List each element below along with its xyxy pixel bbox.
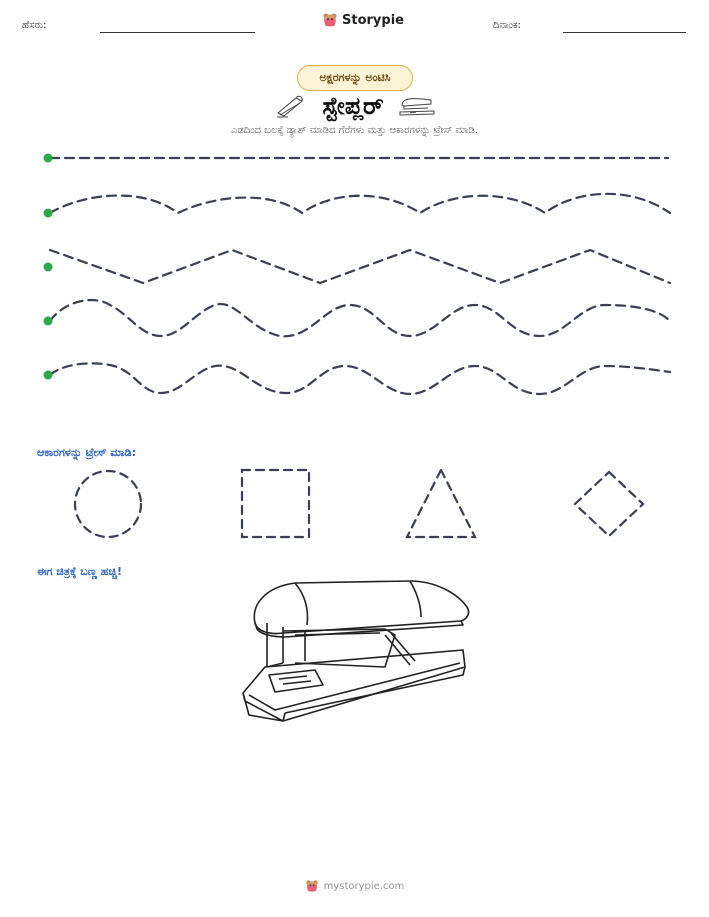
title-row [250,92,460,120]
trace-line-zigzag[interactable] [50,250,670,283]
date-write-line[interactable] [563,32,686,33]
footer-site[interactable]: mystorypie.com [323,880,405,892]
brand-name: Storypie [342,12,404,28]
trace-line-bump-wave[interactable] [50,363,670,394]
name-label: ಹೆಸರು: [22,20,47,31]
storypie-bear-logo-icon [305,879,319,893]
stapler-coloring-illustration [235,575,475,725]
trace-diamond[interactable] [575,472,643,536]
start-dot [44,154,53,163]
name-write-line[interactable] [100,32,255,33]
stapler-sketch-icon [274,93,308,119]
footer [0,879,709,893]
start-dot [44,209,53,218]
storypie-bear-logo-icon [322,12,338,28]
date-label: ದಿನಾಂಕ: [493,20,521,31]
start-dot [44,317,53,326]
page-title: ಸ್ಟೇಪ್ಲರ್ [322,92,384,120]
tracing-lines-area [0,140,709,400]
trace-circle[interactable] [75,471,141,537]
start-dot [44,371,53,380]
brand [322,12,404,28]
trace-triangle[interactable] [407,470,475,537]
instruction-text: ಎಡದಿಂದ ಬಲಕ್ಕೆ ಡ್ಯಾಶ್ ಮಾಡಿದ ಗೆರೆಗಳು ಮತ್ತು ಆಕಾರಗಳನ್ನು ಟ್ರೇಸ್ ಮಾಡಿ. [230,125,479,136]
worksheet-tag: ಅಕ್ಷರಗಳನ್ನು ಅಂಟಿಸಿ [297,65,413,91]
trace-square[interactable] [242,470,309,537]
trace-line-tight-wave[interactable] [50,300,670,336]
trace-line-smooth-wave[interactable] [50,194,670,213]
start-dot [44,263,53,272]
coloring-heading: ಈಗ ಚಿತ್ರಕ್ಕೆ ಬಣ್ಣ ಹಚ್ಚಿ! [37,565,123,578]
stapler-sketch-icon [398,94,436,118]
shapes-heading: ಆಕಾರಗಳನ್ನು ಟ್ರೇಸ್ ಮಾಡಿ: [37,446,136,459]
shapes-area [0,462,709,547]
